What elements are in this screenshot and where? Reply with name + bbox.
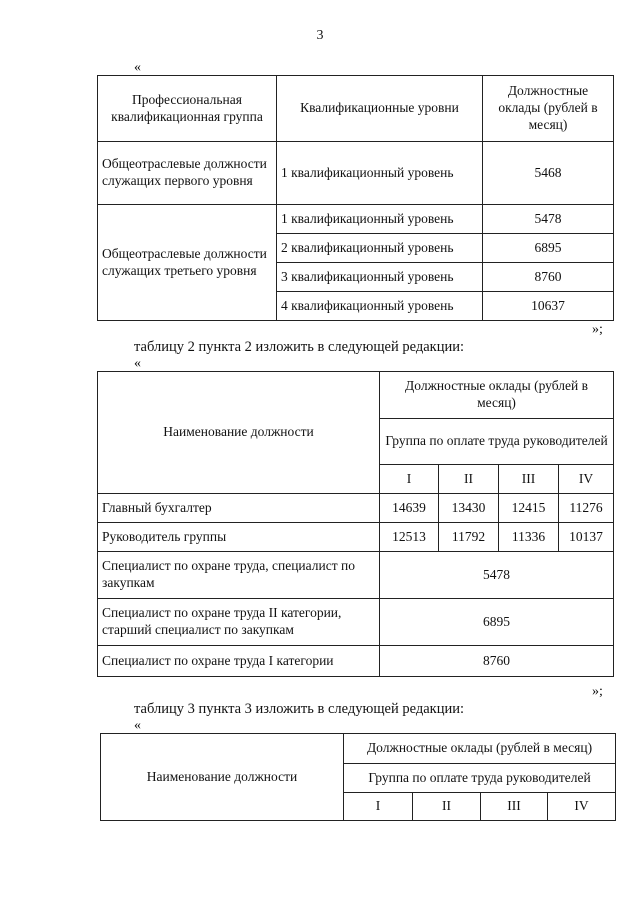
opening-quote: « [134, 356, 141, 371]
t1-header-group: Профессиональная квалификационная группа [98, 76, 277, 142]
t3-group-iv: IV [548, 793, 616, 821]
t2-cell: 11792 [439, 523, 499, 552]
t1-group1-level: 1 квалификационный уровень [277, 142, 483, 205]
t2-group-i: I [380, 465, 439, 494]
t2-header-name: Наименование должности [98, 372, 380, 494]
t2-row-name: Специалист по охране труда, специалист по закупкам [98, 552, 380, 599]
table-3 [100, 733, 616, 821]
t2-header-group: Группа по оплате труда руководителей [380, 419, 614, 465]
table-1 [97, 75, 614, 321]
t1-group3-name: Общеотраслевые должности служащих третьего уровня [98, 205, 277, 321]
opening-quote: « [134, 718, 141, 733]
t1-header-salary: Должностные оклады (рублей в месяц) [483, 76, 614, 142]
opening-quote: « [134, 60, 141, 75]
t2-row-name: Главный бухгалтер [98, 494, 380, 523]
closing-quote: »; [592, 322, 603, 337]
t3-group-iii: III [481, 793, 548, 821]
t1-group3-level: 2 квалификационный уровень [277, 234, 483, 263]
t3-header-name: Наименование должности [101, 734, 344, 821]
paragraph-3: таблицу 3 пункта 3 изложить в следующей редакции: [134, 701, 465, 717]
t2-cell: 11336 [499, 523, 559, 552]
t3-header-group: Группа по оплате труда руководителей [344, 764, 616, 793]
t2-group-ii: II [439, 465, 499, 494]
t3-group-i: I [344, 793, 413, 821]
t3-group-ii: II [413, 793, 481, 821]
t2-cell: 11276 [559, 494, 614, 523]
t2-cell: 14639 [380, 494, 439, 523]
t2-group-iv: IV [559, 465, 614, 494]
t2-cell: 13430 [439, 494, 499, 523]
t2-merged-cell: 6895 [380, 599, 614, 646]
t2-merged-cell: 8760 [380, 646, 614, 677]
t1-group1-name: Общеотраслевые должности служащих первого уровня [98, 142, 277, 205]
t1-group3-level: 4 квалификационный уровень [277, 292, 483, 321]
t2-merged-cell: 5478 [380, 552, 614, 599]
t1-group3-salary: 5478 [483, 205, 614, 234]
t1-header-levels: Квалификационные уровни [277, 76, 483, 142]
t1-group1-salary: 5468 [483, 142, 614, 205]
t2-row-name: Специалист по охране труда II категории, старший специалист по закупкам [98, 599, 380, 646]
t1-group3-level: 3 квалификационный уровень [277, 263, 483, 292]
t1-group3-salary: 8760 [483, 263, 614, 292]
t2-cell: 12513 [380, 523, 439, 552]
closing-quote: »; [592, 684, 603, 699]
t2-group-iii: III [499, 465, 559, 494]
t2-row-name: Специалист по охране труда I категории [98, 646, 380, 677]
t1-group3-salary: 10637 [483, 292, 614, 321]
t1-group3-salary: 6895 [483, 234, 614, 263]
t2-cell: 10137 [559, 523, 614, 552]
table-2 [97, 371, 614, 677]
t1-group3-level: 1 квалификационный уровень [277, 205, 483, 234]
page-number: 3 [316, 28, 324, 43]
t2-cell: 12415 [499, 494, 559, 523]
t3-header-salary: Должностные оклады (рублей в месяц) [344, 734, 616, 764]
t2-header-salary: Должностные оклады (рублей в месяц) [380, 372, 614, 419]
paragraph-2: таблицу 2 пункта 2 изложить в следующей редакции: [134, 339, 465, 355]
t2-row-name: Руководитель группы [98, 523, 380, 552]
